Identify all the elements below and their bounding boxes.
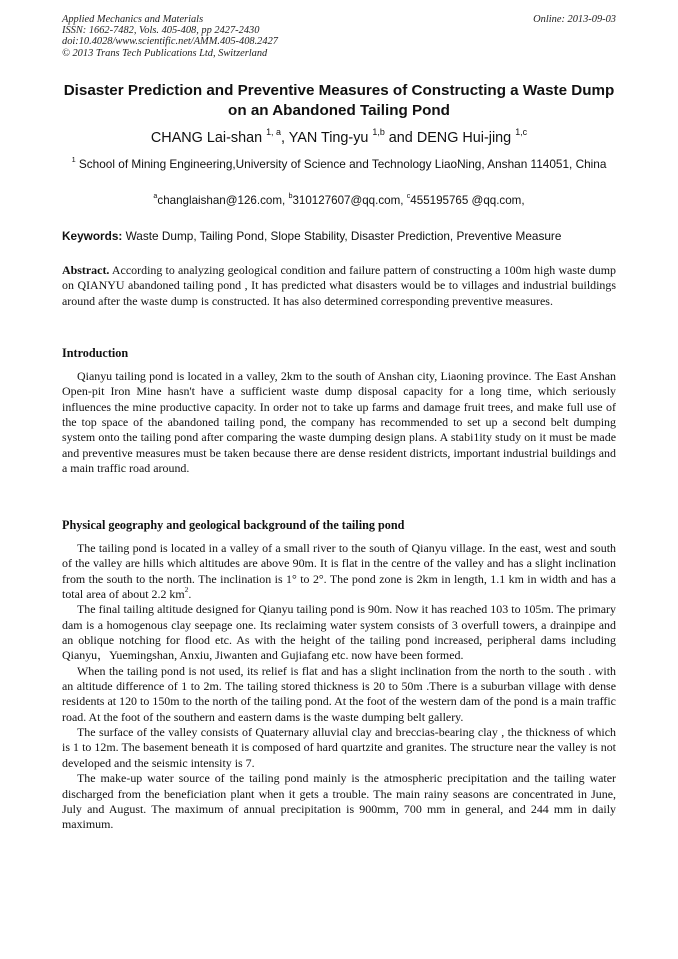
unit-superscript: 2 xyxy=(184,584,189,594)
keywords-text: Waste Dump, Tailing Pond, Slope Stability, Disaster Prediction, Preventive Measure xyxy=(122,229,562,243)
paragraph: The surface of the valley consists of Quaternary alluvial clay and breccias-bearing clay , the thickness of which is 1 to 12m. The basement beneath it is composed of hard quartzite and granites. The structure near the valley is not developed and the seismic intensity is 7. xyxy=(62,725,616,770)
author-sup: 1,c xyxy=(515,126,528,137)
paragraph xyxy=(62,541,616,602)
paragraph: When the tailing pond is not used, its relief is flat and has a slight inclination from the north to the south . with an altitude difference of 1 to 2m. The tailing stored thickness is 20 to 50m .There is a suburban village with dense residents at 120 to 150m to the north of the tailing pond. At the foot of the western dam of the pond is a main traffic road. At the foot of the southern and eastern dams is the waste dumping belt gallery. xyxy=(62,663,616,724)
paragraph-text: The tailing pond is located in a valley of a small river to the south of Qianyu village. In the east, west and south of the valley are hills which altitudes are above 90m. It is flat in the centre of the valley and has a slight inclination from the south to the north. The inclination is 1° to 2°. The pond zone is 2km in length, 1.1 km in width and has a total area of about 2.2 km xyxy=(62,541,616,602)
introduction-section xyxy=(62,369,616,476)
paragraph-end: . xyxy=(188,587,192,602)
author-list xyxy=(62,126,616,147)
section-heading-introduction: Introduction xyxy=(62,346,129,360)
paper-title: Disaster Prediction and Preventive Measures of Constructing a Waste Dump on an Abandoned Tailing Pond xyxy=(63,82,615,119)
affiliation xyxy=(62,154,616,172)
email-address: 310127607@qq.com, xyxy=(292,194,407,207)
online-date: Online: 2013-09-03 xyxy=(533,14,616,25)
copyright-line: © 2013 Trans Tech Publications Ltd, Switzerland xyxy=(62,47,268,59)
author-sup: 1, a xyxy=(266,126,281,137)
physical-geography-section xyxy=(62,541,616,833)
keywords-label: Keywords: xyxy=(62,229,123,243)
doi-line: doi:10.4028/www.scientific.net/AMM.405-408.2427 xyxy=(62,36,278,48)
affiliation-sup: 1 xyxy=(71,154,76,164)
author-separator: and xyxy=(384,130,417,146)
author-name: YAN Ting-yu xyxy=(288,130,373,146)
paragraph: Qianyu tailing pond is located in a valley, 2km to the south of Anshan city, Liaoning province. The East Anshan Open-pit Iron Mine hasn't have a sufficient waste dump disposal capacity for a long time, which seriously influences the mine productive capacity. In order not to take up farms and damage fruit trees, and make full use of the top space of the abandoned tailing pond, the company has recommended to set up a second belt dumping system onto the tailing pond after comparing the waste dumping design plans. A stabi1ity study on it must be made and preventive measures must be taken because there are dense resident districts, important industrial buildings and a main traffic road around. xyxy=(62,369,616,476)
paragraph: The final tailing altitude designed for Qianyu tailing pond is 90m. Now it has reached 103 to 105m. The primary dam is a homogenous clay seepage one. Its reclaiming water system consists of 3 overfull towers, a drainpipe and an oblique notching for flood etc. As with the height of the tailing pond increased, peripheral dams including Qianyu，Yuemingshan, Anxiu, Jiwanten and Gujiafang etc. now have been formed. xyxy=(62,602,616,663)
author-name: CHANG Lai-shan xyxy=(150,130,267,146)
journal-name: Applied Mechanics and Materials xyxy=(62,14,204,25)
abstract-label: Abstract. xyxy=(62,263,110,277)
journal-header xyxy=(62,14,616,59)
affiliation-text: School of Mining Engineering,University of Science and Technology LiaoNing, Anshan 114051, China xyxy=(75,157,607,171)
email-sup: c xyxy=(406,191,411,201)
email-sup: b xyxy=(288,191,293,201)
email-list xyxy=(62,191,616,208)
email-address: 455195765 @qq.com, xyxy=(410,194,525,207)
keywords xyxy=(62,229,616,243)
email-address: changlaishan@126.com, xyxy=(157,194,289,207)
abstract-text: According to analyzing geological condition and failure pattern of constructing a 100m high waste dump on QIANYU abandoned tailing pond , It has predicted what disasters would be to villages and industrial buildings around after the waste dump is constructed. It has also determined corresponding preventive measures. xyxy=(62,263,616,308)
paragraph: The make-up water source of the tailing pond mainly is the atmospheric precipitation and the tailing water discharged from the beneficiation plant when it gets a trouble. The main rainy seasons are concentrated in June, July and August. The maximum of annual precipitation is 900mm, 700 mm in general, and 244 mm in daily maximum. xyxy=(62,771,616,832)
email-sup: a xyxy=(153,191,158,201)
author-sup: 1,b xyxy=(372,126,385,137)
author-name: DENG Hui-jing xyxy=(416,130,516,146)
author-separator: , xyxy=(280,130,289,146)
abstract xyxy=(62,263,616,309)
section-heading-physical-geography: Physical geography and geological background of the tailing pond xyxy=(62,518,405,532)
issn-line: ISSN: 1662-7482, Vols. 405-408, pp 2427-2430 xyxy=(62,25,260,37)
